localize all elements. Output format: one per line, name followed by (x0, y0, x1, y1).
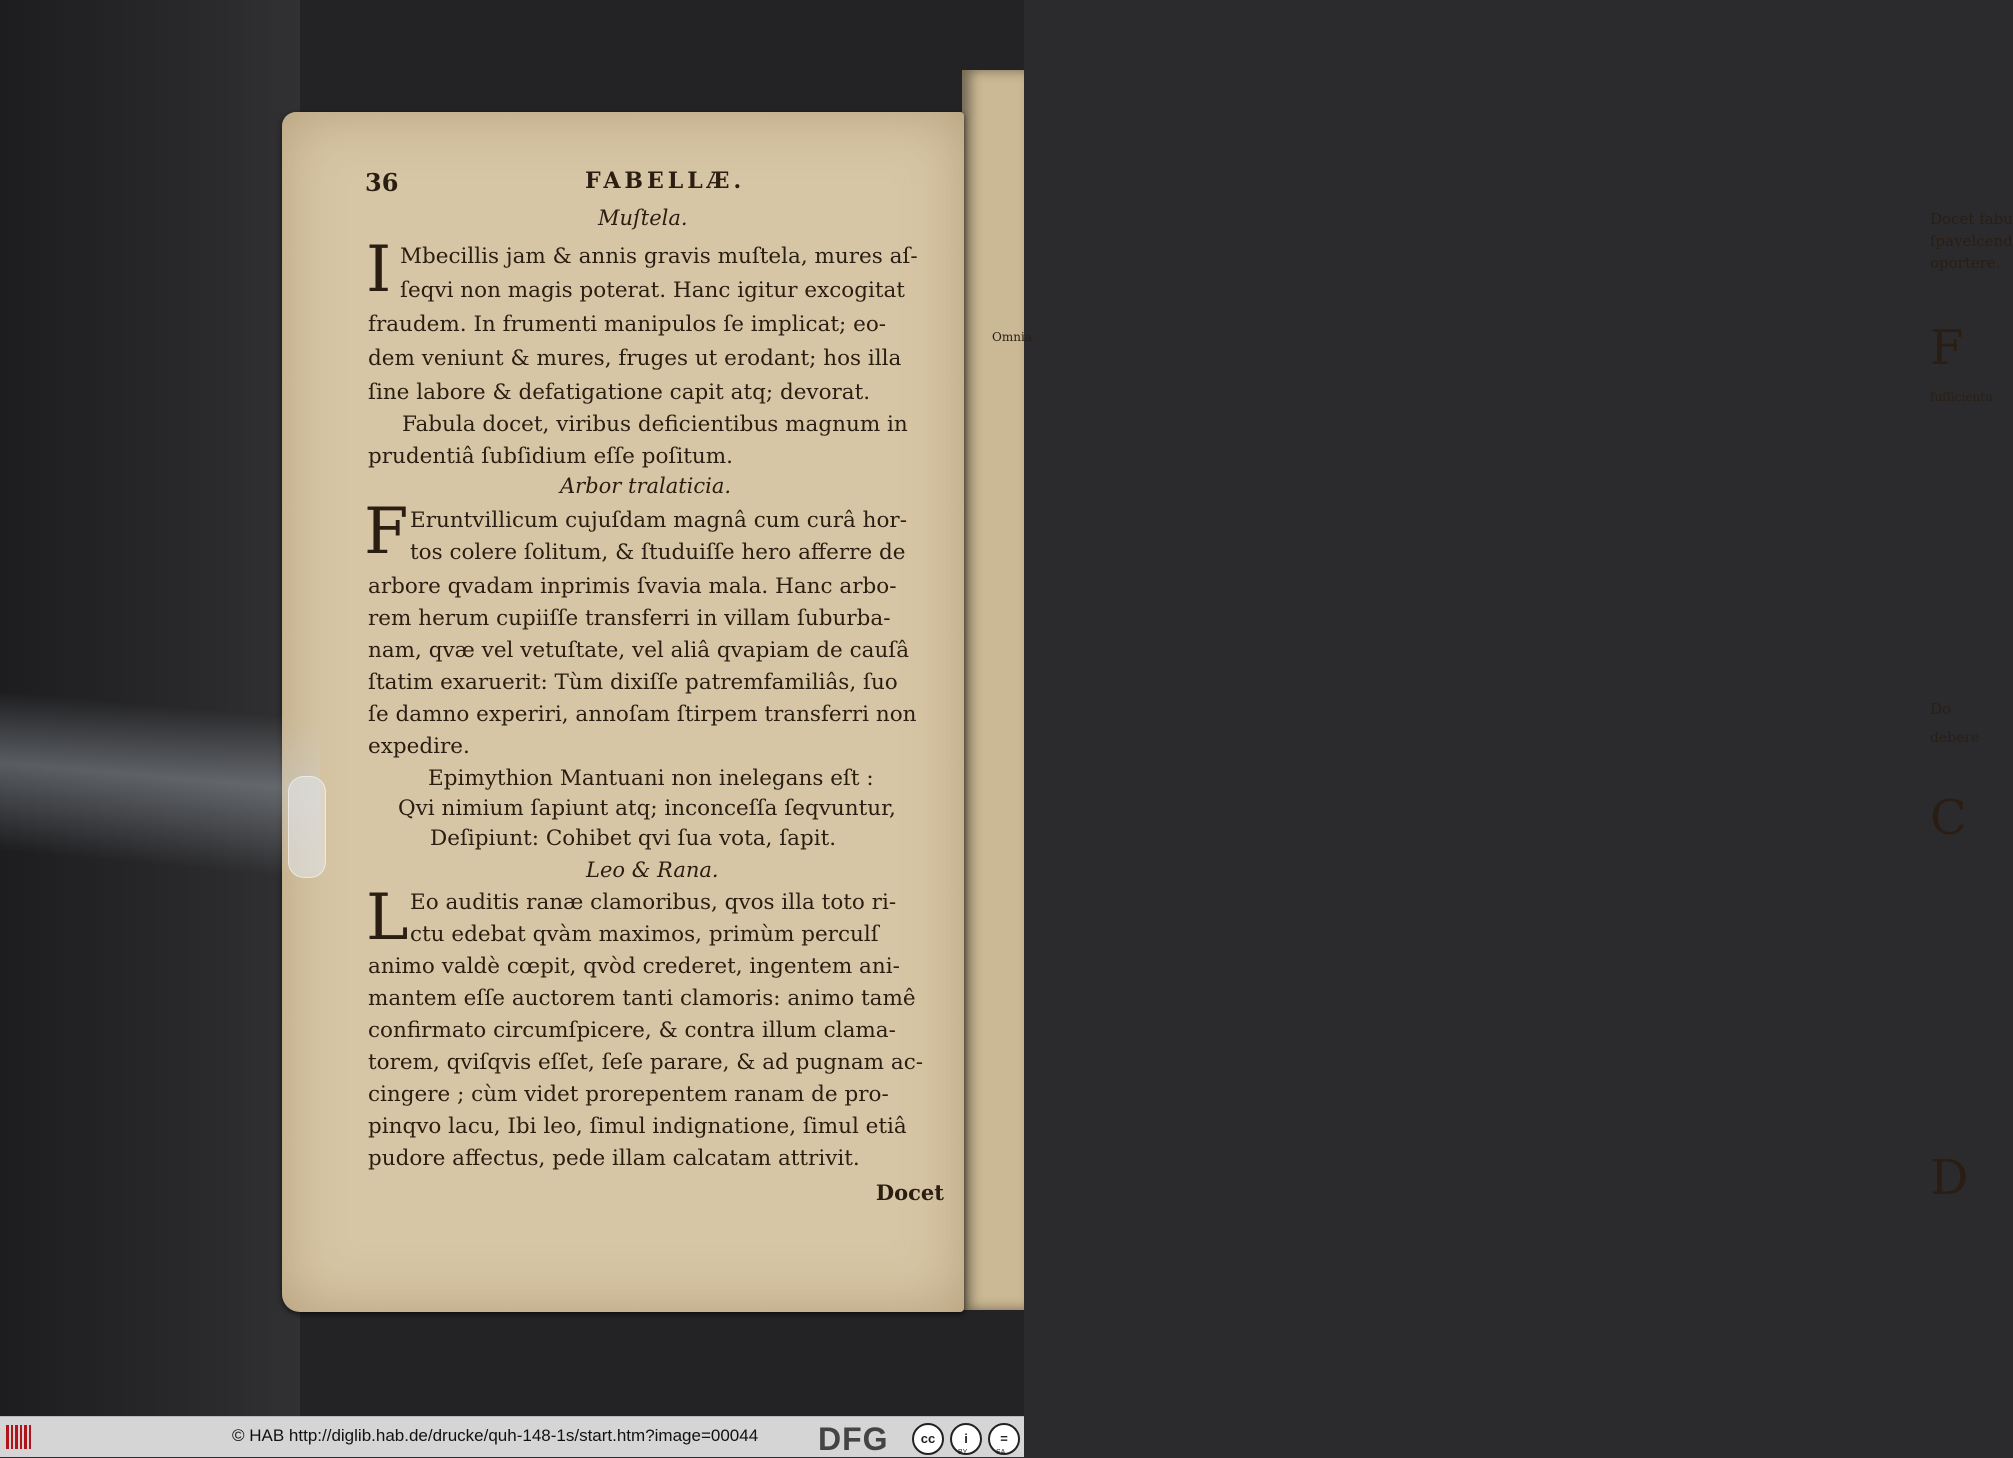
text-line: ſine labore & defatigatione capit atq; devorat. (368, 380, 871, 405)
text-line: expedire. (368, 734, 470, 759)
text-line: ctu edebat qvàm maximos, primùm perculſ (410, 922, 879, 947)
text-line: confirmato circumſpicere, & contra illum clama- (368, 1018, 896, 1043)
moral-line: Fabula docet, viribus deficientibus magnum in (402, 412, 908, 437)
adjacent-page-text: Docet fabu (1930, 210, 2013, 228)
adjacent-page-edge (962, 70, 2013, 1310)
text-line: dem veniunt & mures, fruges ut erodant; hos illa (368, 346, 902, 371)
fable-title: Arbor tralaticia. (560, 474, 732, 498)
text-line: Eruntvillicum cujuſdam magnâ cum curâ hor- (410, 508, 907, 533)
license-label-sa: SA (996, 1449, 1006, 1456)
text-line: tos colere ſolitum, & ſtuduiſſe hero afferre de (410, 540, 906, 565)
adjacent-page-text: F (1930, 320, 1964, 376)
fable-title: Muſtela. (598, 206, 688, 230)
running-head: FABELLÆ. (585, 168, 746, 194)
attribution-icon[interactable]: i (950, 1423, 982, 1455)
page-clip (288, 776, 326, 878)
page-number: 36 (365, 168, 399, 197)
verse-line: Deſipiunt: Cohibet qvi ſua vota, ſapit. (430, 826, 837, 851)
license-label-by: BY (958, 1449, 968, 1456)
text-line: mantem eſſe auctorem tanti clamoris: animo tamê (368, 986, 916, 1011)
adjacent-page-text: Do (1930, 700, 1952, 718)
text-line: ſe damno experiri, annoſam ſtirpem transferri non (368, 702, 917, 727)
adjacent-page-text: C (1930, 790, 1967, 846)
cc-icon[interactable]: cc (912, 1423, 944, 1455)
text-line: pudore affectus, pede illam calcatam attrivit. (368, 1146, 860, 1171)
dfg-logo: DFG (818, 1421, 889, 1457)
text-line: pinqvo lacu, Ibi leo, ſimul indignatione, ſimul etiâ (368, 1114, 907, 1139)
source-link[interactable]: © HAB http://diglib.hab.de/drucke/quh-148-1s/start.htm?image=00044 (232, 1426, 759, 1445)
verse-line: Qvi nimium ſapiunt atq; inconceſſa ſeqvuntur, (398, 796, 896, 821)
text-line: ſeqvi non magis poterat. Hanc igitur excogitat (400, 278, 905, 303)
text-line: fraudem. In frumenti manipulos ſe implicat; eo- (368, 312, 887, 337)
share-alike-icon[interactable]: = (988, 1423, 1020, 1455)
fable-title: Leo & Rana. (586, 858, 719, 882)
text-line: arbore qvadam inprimis ſvavia mala. Hanc arbo- (368, 574, 897, 599)
catchword: Docet (875, 1180, 944, 1205)
drop-cap: I (366, 233, 392, 307)
adjacent-page-text: Omnia (992, 330, 1032, 344)
text-line: nam, qvæ vel vetuſtate, vel aliâ qvapiam de cauſâ (368, 638, 910, 663)
epimythion-intro: Epimythion Mantuani non inelegans eſt : (428, 766, 874, 791)
text-line: rem herum cupiiſſe transferri in villam ſuburba- (368, 606, 891, 631)
text-line: Mbecillis jam & annis gravis muſtela, mures aſ- (400, 244, 918, 269)
drop-cap: F (364, 495, 409, 569)
moral-line: prudentiâ ſubſidium eſſe poſitum. (368, 444, 733, 469)
text-line: torem, qviſqvis eſſet, ſeſe parare, & ad pugnam ac- (368, 1050, 924, 1075)
adjacent-page-text: D (1930, 1150, 1969, 1206)
adjacent-page-text: ſpavelcend (1930, 232, 2013, 250)
footer-bar (0, 1416, 1024, 1457)
text-line: ſtatim exaruerit: Tùm dixiſſe patremfamiliâs, ſuo (368, 670, 898, 695)
page-clip-shadow (0, 691, 320, 879)
text-line: animo valdè cœpit, qvòd crederet, ingentem ani- (368, 954, 900, 979)
adjacent-page-text: oportere. (1930, 254, 2001, 272)
adjacent-page-text: fuſſicientu (1930, 390, 1993, 404)
adjacent-page-text: debere (1930, 730, 1980, 746)
text-line: Eo auditis ranæ clamoribus, qvos illa toto ri- (410, 890, 897, 915)
page-header (365, 168, 945, 198)
text-line: cingere ; cùm videt prorepentem ranam de pro- (368, 1082, 889, 1107)
drop-cap: L (366, 881, 409, 955)
barcode-icon (6, 1425, 36, 1449)
